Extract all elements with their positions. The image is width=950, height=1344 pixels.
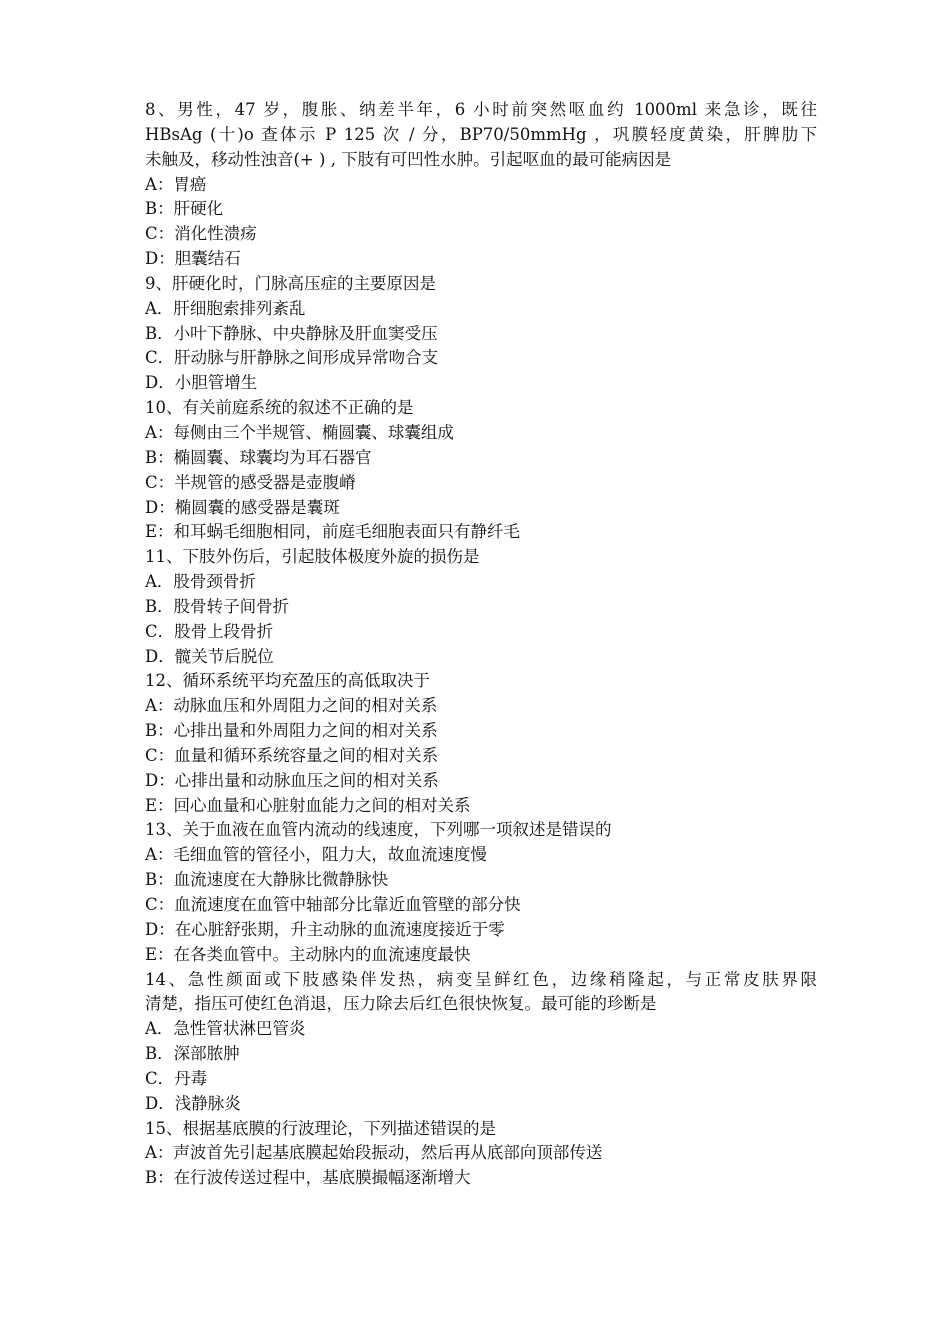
question-11-stem: 11、下肢外伤后，引起肢体极度外旋的损伤是 <box>145 547 480 567</box>
question-8-stem-line-3: 未触及，移动性浊音(+ ) , 下肢有可凹性水肿。引起呕血的最可能病因是 <box>145 149 672 169</box>
question-12-option-c: C：血量和循环系统容量之间的相对关系 <box>145 745 439 765</box>
question-11-option-c: C．股骨上段骨折 <box>145 621 274 641</box>
question-14-option-a: A．急性管状淋巴管炎 <box>145 1019 306 1039</box>
question-15-stem: 15、根据基底膜的行波理论，下列描述错误的是 <box>145 1118 496 1138</box>
question-12-option-e: E：回心血量和心脏射血能力之间的相对关系 <box>145 795 471 815</box>
question-15-option-a: A：声波首先引起基底膜起始段振动，然后再从底部向顶部传送 <box>145 1143 603 1163</box>
question-11-option-b: B．股骨转子间骨折 <box>145 596 290 616</box>
question-8-stem-line-1: 8、男性，47 岁，腹胀、纳差半年，6 小时前突然呕血约 1000ml 来急诊，既往 <box>145 100 817 119</box>
question-12-option-a: A：动脉血压和外周阻力之间的相对关系 <box>145 696 438 716</box>
question-8-option-b: B：肝硬化 <box>145 199 224 219</box>
question-12-option-d: D：心排出量和动脉血压之间的相对关系 <box>145 770 439 790</box>
question-9-option-d: D．小胆管增生 <box>145 373 258 393</box>
question-9-option-a: A．肝细胞索排列紊乱 <box>145 298 306 318</box>
question-9-option-c: C．肝动脉与肝静脉之间形成异常吻合支 <box>145 348 439 368</box>
question-13-option-c: C：血流速度在血管中轴部分比靠近血管壁的部分快 <box>145 895 521 914</box>
question-14-option-d: D．浅静脉炎 <box>145 1093 241 1113</box>
question-14-option-c: C．丹毒 <box>145 1068 208 1088</box>
question-9-option-b: B．小叶下静脉、中央静脉及肝血窦受压 <box>145 323 438 343</box>
question-13-option-b: B：血流速度在大静脉比微静脉快 <box>145 870 389 890</box>
question-8-option-a: A：胃癌 <box>145 174 207 194</box>
document-body <box>145 98 817 1191</box>
question-8-option-d: D：胆囊结石 <box>145 249 241 269</box>
question-15-option-b: B：在行波传送过程中，基底膜撮幅逐渐增大 <box>145 1168 471 1188</box>
question-13-option-d: D：在心脏舒张期，升主动脉的血流速度接近于零 <box>145 919 505 939</box>
question-13-stem: 13、关于血液在血管内流动的线速度，下列哪一项叙述是错误的 <box>145 820 612 840</box>
question-8-option-c: C：消化性溃疡 <box>145 224 257 244</box>
question-10-option-d: D：椭圆囊的感受器是囊斑 <box>145 497 340 517</box>
question-8-stem-line-2: HBsAg (十)o 查体示 P 125 次 / 分，BP70/50mmHg ，巩膜轻度黄染，肝脾肋下 <box>145 124 817 144</box>
question-9-stem: 9、肝硬化时，门脉高压症的主要原因是 <box>145 273 436 293</box>
question-11-option-d: D．髋关节后脱位 <box>145 646 274 666</box>
question-13-option-a: A：毛细血管的管径小，阻力大，故血流速度慢 <box>145 845 487 865</box>
question-11-option-a: A．股骨颈骨折 <box>145 572 256 592</box>
question-12-option-b: B：心排出量和外周阻力之间的相对关系 <box>145 721 438 741</box>
question-12-stem: 12、循环系统平均充盈压的高低取决于 <box>145 671 430 691</box>
question-14-option-b: B．深部脓肿 <box>145 1044 240 1064</box>
question-14-stem-line-1: 14、急性颜面或下肢感染伴发热，病变呈鲜红色，边缘稍隆起，与正常皮肤界限 <box>145 969 817 989</box>
question-10-stem: 10、有关前庭系统的叙述不正确的是 <box>145 398 414 418</box>
question-10-option-c: C：半规管的感受器是壶腹嵴 <box>145 472 356 492</box>
question-14-stem-line-2: 清楚，指压可使红色消退，压力除去后红色很快恢复。最可能的珍断是 <box>145 994 657 1014</box>
question-10-option-e: E：和耳蜗毛细胞相同，前庭毛细胞表面只有静纤毛 <box>145 522 521 542</box>
question-10-option-b: B：椭圆囊、球囊均为耳石器官 <box>145 447 372 467</box>
question-13-option-e: E：在各类血管中。主动脉内的血流速度最快 <box>145 944 471 964</box>
question-10-option-a: A：每侧由三个半规管、椭圆囊、球囊组成 <box>145 422 454 442</box>
